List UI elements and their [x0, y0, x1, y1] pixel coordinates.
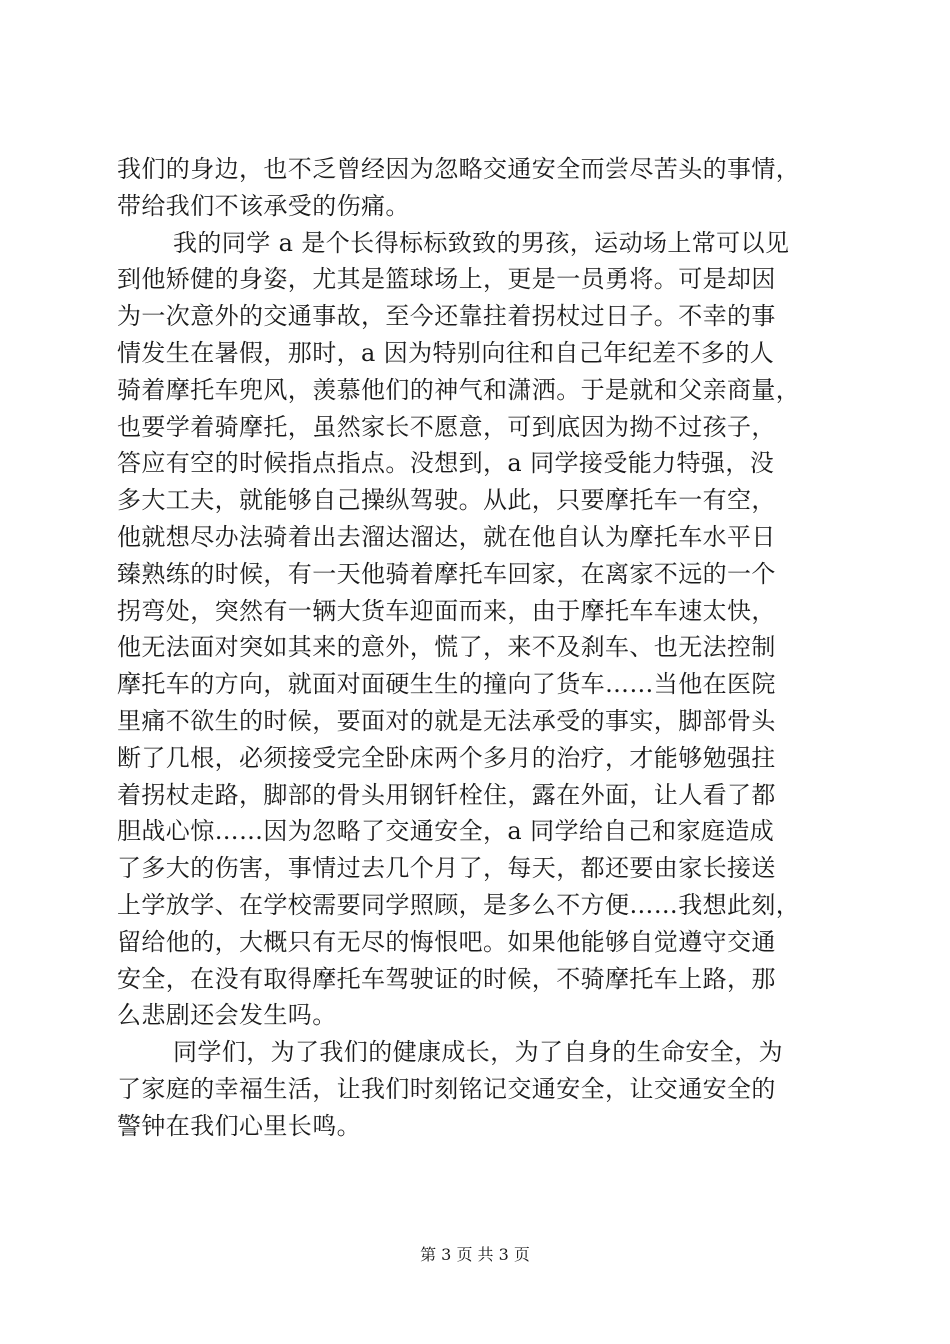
text-line: 到他矫健的身姿，尤其是篮球场上，更是一员勇将。可是却因: [117, 265, 776, 294]
text-line: 情发生在暑假，那时，a 因为特别向往和自己年纪差不多的人: [117, 338, 775, 367]
text-line: 骑着摩托车兜风，羡慕他们的神气和潇洒。于是就和父亲商量，: [117, 375, 801, 404]
text-line: 留给他的，大概只有无尽的悔恨吧。如果他能够自觉遵守交通: [117, 927, 776, 956]
text-line: 上学放学、在学校需要同学照顾，是多么不方便……我想此刻，: [117, 890, 801, 919]
text-line: 了家庭的幸福生活，让我们时刻铭记交通安全，让交通安全的: [117, 1074, 776, 1103]
text-line: 着拐杖走路，脚部的骨头用钢钎栓住，露在外面，让人看了都: [117, 780, 776, 809]
text-line: 带给我们不该承受的伤痛。: [117, 191, 410, 220]
text-line: 臻熟练的时候，有一天他骑着摩托车回家，在离家不远的一个: [117, 559, 776, 588]
page-footer: 第 3 页 共 3 页: [420, 1245, 530, 1264]
text-line: 答应有空的时候指点指点。没想到，a 同学接受能力特强，没: [117, 449, 775, 478]
text-line: 多大工夫，就能够自己操纵驾驶。从此，只要摩托车一有空，: [117, 486, 776, 515]
text-line: 胆战心惊……因为忽略了交通安全，a 同学给自己和家庭造成: [117, 817, 775, 846]
text-line: 警钟在我们心里长鸣。: [117, 1111, 361, 1140]
text-line: 拐弯处，突然有一辆大货车迎面而来，由于摩托车车速太快，: [117, 596, 776, 625]
text-line: 同学们，为了我们的健康成长，为了自身的生命安全，为: [173, 1038, 783, 1067]
text-line: 他无法面对突如其来的意外，慌了，来不及刹车、也无法控制: [117, 633, 776, 662]
document-body: [117, 151, 837, 1145]
text-line: 我们的身边，也不乏曾经因为忽略交通安全而尝尽苦头的事情，: [117, 155, 801, 183]
text-line: 安全，在没有取得摩托车驾驶证的时候，不骑摩托车上路，那: [117, 964, 776, 993]
text-line: 为一次意外的交通事故，至今还靠拄着拐杖过日子。不幸的事: [117, 302, 776, 331]
text-line: 摩托车的方向，就面对面硬生生的撞向了货车……当他在医院: [117, 670, 776, 699]
text-line: 我的同学 a 是个长得标标致致的男孩，运动场上常可以见: [173, 228, 790, 257]
text-line: 了多大的伤害，事情过去几个月了，每天，都还要由家长接送: [117, 854, 776, 883]
text-line: 里痛不欲生的时候，要面对的就是无法承受的事实，脚部骨头: [117, 706, 776, 735]
text-line: 也要学着骑摩托，虽然家长不愿意，可到底因为拗不过孩子，: [117, 412, 776, 441]
text-line: 么悲剧还会发生吗。: [117, 1001, 337, 1030]
text-line: 断了几根，必须接受完全卧床两个多月的治疗，才能够勉强拄: [117, 743, 776, 772]
text-line: 他就想尽办法骑着出去溜达溜达，就在他自认为摩托车水平日: [117, 522, 776, 551]
